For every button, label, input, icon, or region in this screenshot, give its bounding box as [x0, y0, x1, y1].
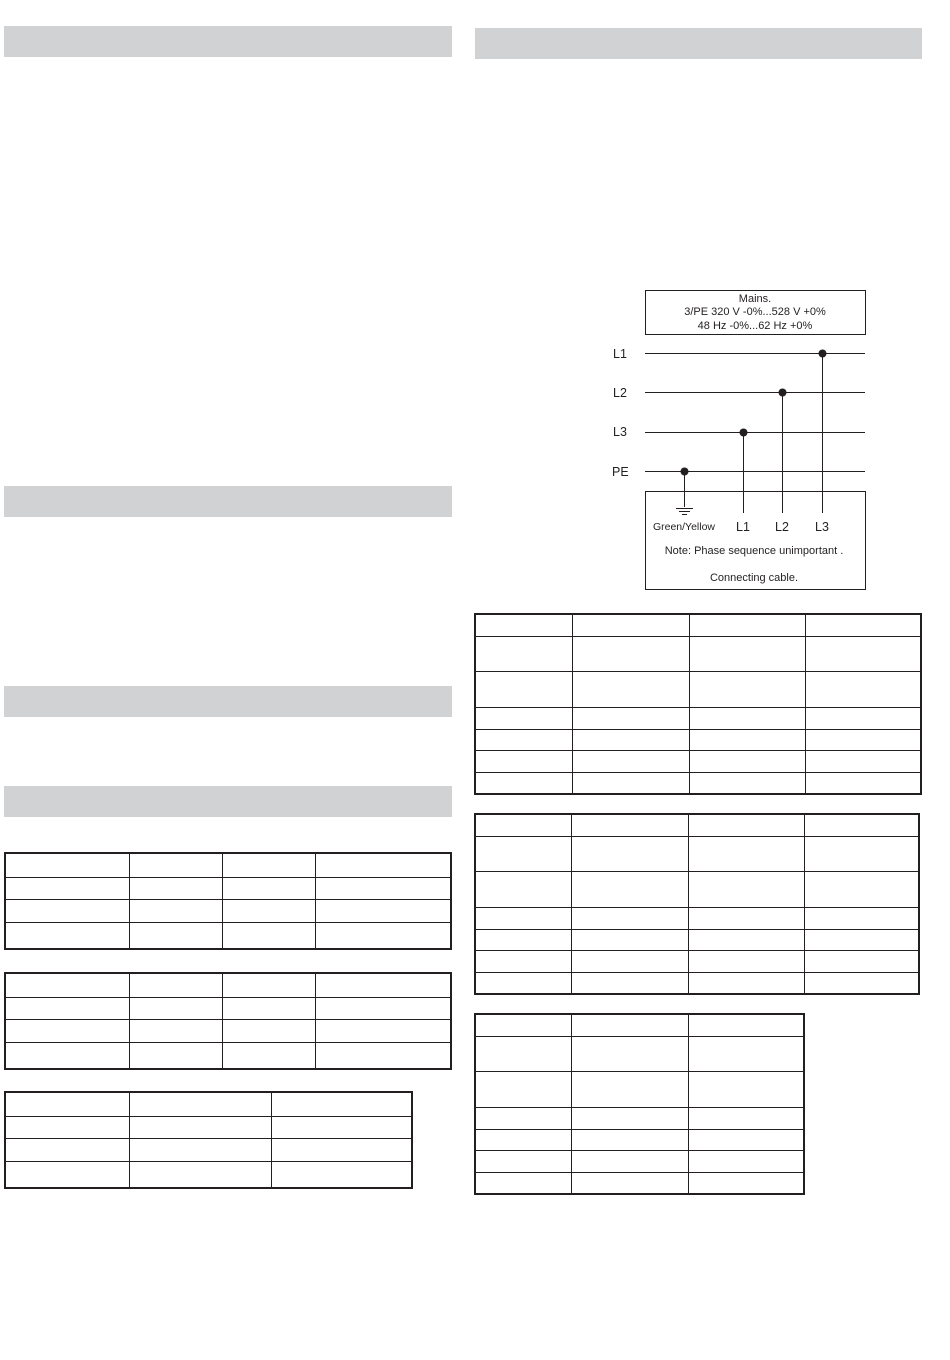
section-header-bar-right [475, 28, 922, 59]
spec-table-right-3 [474, 1013, 805, 1195]
terminal-label-pe: Green/Yellow [652, 521, 716, 533]
spec-table-right-1 [474, 613, 922, 795]
line-label-l3: L3 [613, 425, 627, 439]
mains-voltage: 3/PE 320 V -0%...528 V +0% [684, 306, 826, 318]
line-label-l2: L2 [613, 386, 627, 400]
phase-sequence-note: Note: Phase sequence unimportant . [664, 545, 844, 557]
section-header-bar-1 [4, 26, 452, 57]
line-label-l1: L1 [613, 347, 627, 361]
terminal-label-l3: L3 [815, 520, 829, 534]
section-header-bar-3 [4, 686, 452, 717]
junction-dot-l2 [779, 389, 787, 397]
connecting-cable-label: Connecting cable. [709, 572, 799, 584]
section-header-bar-2 [4, 486, 452, 517]
terminal-label-l1: L1 [736, 520, 750, 534]
spec-table-right-2 [474, 813, 920, 995]
junction-dot-l1 [740, 429, 748, 437]
line-label-pe: PE [612, 465, 629, 479]
section-header-bar-4 [4, 786, 452, 817]
mains-frequency: 48 Hz -0%...62 Hz +0% [697, 320, 813, 332]
spec-table-left-3 [4, 1091, 413, 1189]
junction-dot-pe [681, 468, 689, 476]
terminal-label-l2: L2 [775, 520, 789, 534]
mains-title: Mains. [738, 293, 772, 305]
junction-dot-l3 [819, 350, 827, 358]
spec-table-left-2 [4, 972, 452, 1070]
mains-connection-diagram [590, 285, 875, 595]
spec-table-left-1 [4, 852, 452, 950]
